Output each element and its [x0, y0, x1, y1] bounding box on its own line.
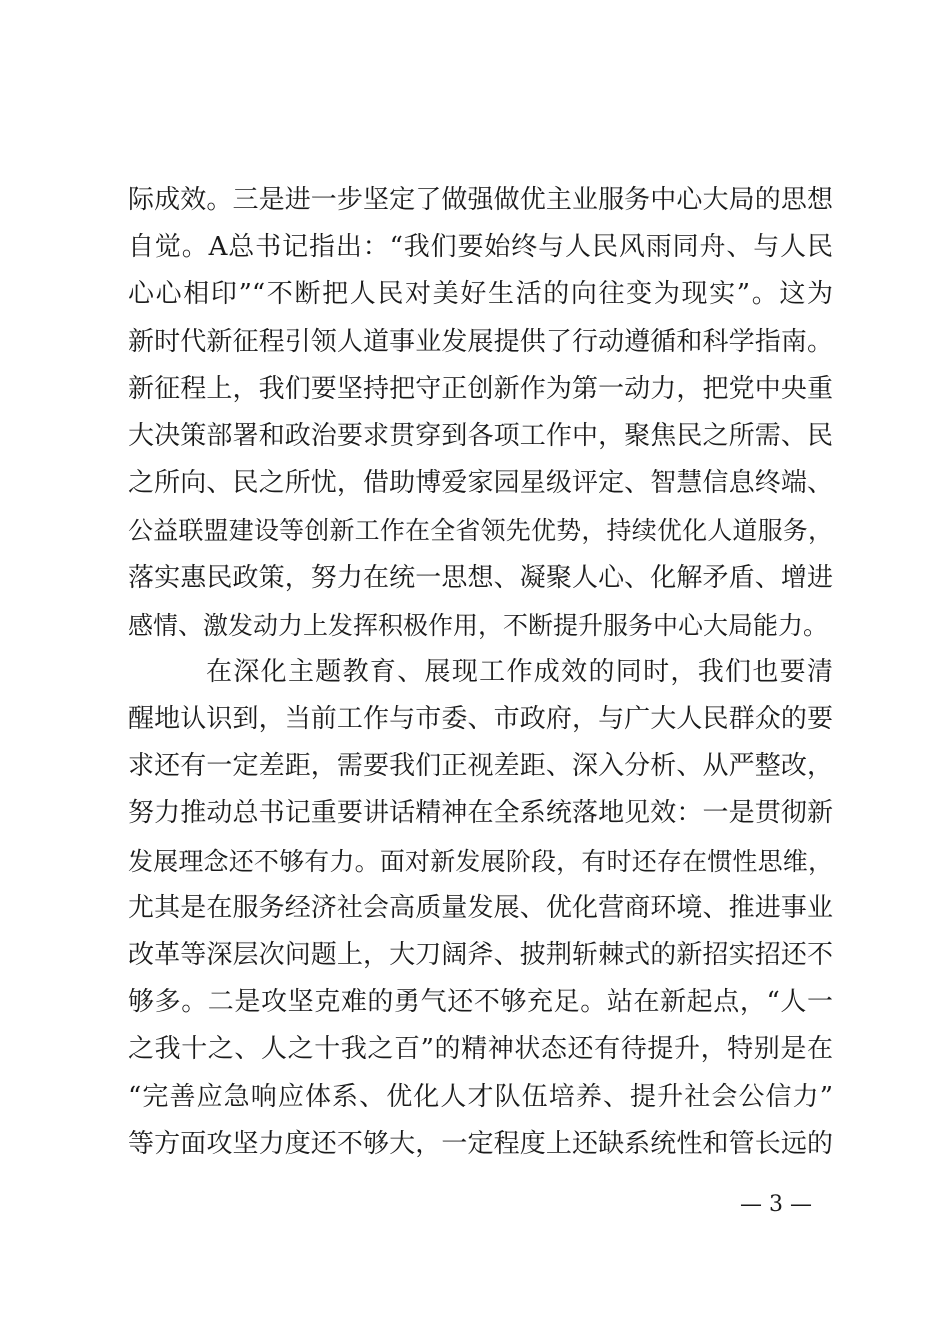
page-number: — 3 — — [740, 1192, 812, 1217]
text-line: 够多。二是攻坚克难的勇气还不够充足。站在新起点，“人一 — [128, 987, 833, 1018]
text-line: 际成效。三是进一步坚定了做强做优主业服务中心大局的思想 — [128, 185, 833, 215]
text-line: 新征程上，我们要坚持把守正创新作为第一动力，把党中央重 — [128, 373, 833, 404]
text-line: 求还有一定差距，需要我们正视差距、深入分析、从严整改， — [128, 751, 833, 782]
paragraph-1 — [128, 177, 833, 649]
text-line: 等方面攻坚力度还不够大，一定程度上还缺系统性和管长远的 — [128, 1128, 833, 1159]
text-line: 努力推动总书记重要讲话精神在全系统落地见效：一是贯彻新 — [128, 798, 833, 829]
paragraph-2 — [128, 649, 833, 1168]
text-line: 之所向、民之所忧，借助博爱家园星级评定、智慧信息终端、 — [128, 468, 833, 499]
text-line: 在深化主题教育、展现工作成效的同时，我们也要清 — [206, 656, 833, 687]
document-body — [128, 177, 833, 1168]
text-line: 感情、激发动力上发挥积极作用，不断提升服务中心大局能力。 — [128, 610, 829, 640]
text-line: 尤其是在服务经济社会高质量发展、优化营商环境、推进事业 — [128, 892, 833, 923]
text-line: 心心相印”“不断把人民对美好生活的向往变为现实”。这为 — [128, 279, 833, 310]
text-line: 醒地认识到，当前工作与市委、市政府，与广大人民群众的要 — [128, 704, 833, 735]
text-line: 大决策部署和政治要求贯穿到各项工作中，聚焦民之所需、民 — [128, 420, 833, 451]
text-line: 公益联盟建设等创新工作在全省领先优势，持续优化人道服务， — [128, 516, 833, 546]
text-line: 新时代新征程引领人道事业发展提供了行动遵循和科学指南。 — [128, 326, 833, 357]
text-line: 发展理念还不够有力。面对新发展阶段，有时还存在惯性思维， — [128, 846, 833, 876]
text-line: 改革等深层次问题上，大刀阔斧、披荆斩棘式的新招实招还不 — [128, 940, 833, 970]
text-line: “完善应急响应体系、优化人才队伍培养、提升社会公信力” — [128, 1081, 833, 1112]
text-line: 落实惠民政策，努力在统一思想、凝聚人心、化解矛盾、增进 — [128, 562, 833, 593]
text-line: 之我十之、人之十我之百”的精神状态还有待提升，特别是在 — [128, 1034, 833, 1065]
text-line: 自觉。A总书记指出：“我们要始终与人民风雨同舟、与人民 — [128, 232, 833, 263]
